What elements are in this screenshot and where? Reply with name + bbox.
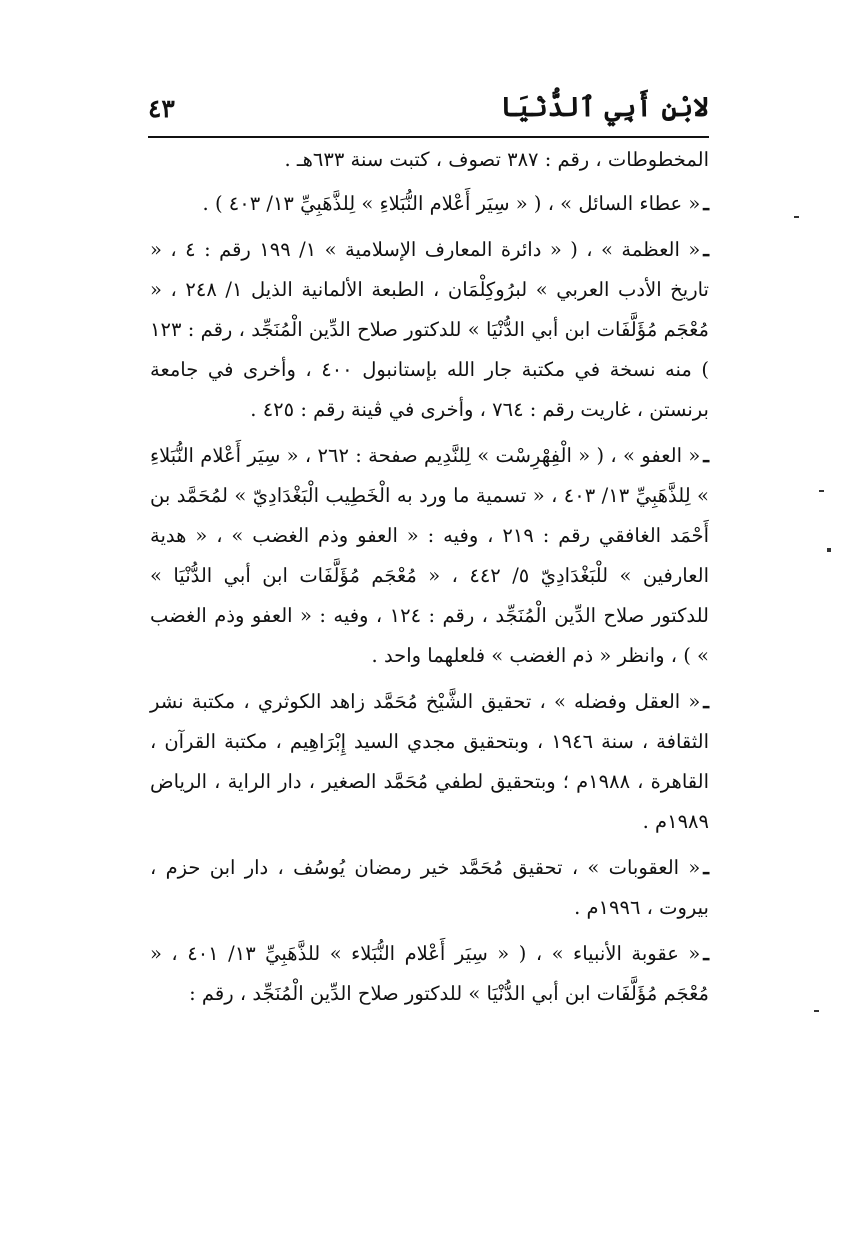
entry-text: « عقوبة الأنبياء » ، ( « سِيَر أَعْلام النُّبَلاء » للذَّهَبِيِّ ١٣/ ٤٠١ ، « مُعْجَم مُؤَلَّفَات ابن أبي الدُّنْيَا » للدكتور صلاح الدِّين الْمُنَجِّد ، رقم : (150, 942, 709, 1005)
entry-text: « العظمة » ، ( « دائرة المعارف الإسلامية » ١/ ١٩٩ رقم : ٤ ، « تاريخ الأدب العربي » لبرُوكِلْمَان ، الطبعة الألمانية الذيل ١/ ٢٤٨ ، « مُعْجَم مُؤَلَّفَات ابن أبي الدُّنْيَا » للدكتور صلاح الدِّين الْمُنَجِّد ، رقم : ١٢٣ ) منه نسخة في مكتبة جار الله بإستانبول ٤٠٠ ، وأخرى في جامعة برنستن ، غاريت رقم : ٧٦٤ ، وأخرى في ڤينة رقم : ٤٢٥ . (150, 238, 709, 421)
bibliography-entry (150, 436, 709, 676)
entry-text: المخطوطات ، رقم : ٣٨٧ تصوف ، كتبت سنة ٦٣٣هـ . (284, 148, 709, 171)
entry-text: « العقل وفضله » ، تحقيق الشَّيْخ مُحَمَّد زاهد الكوثري ، مكتبة نشر الثقافة ، سنة ١٩٤٦ ، وبتحقيق مجدي السيد إِبْرَاهِيم ، مكتبة القرآن ، القاهرة ، ١٩٨٨م ؛ وبتحقيق لطفي مُحَمَّد الصغير ، دار الراية ، الرياض ١٩٨٩م . (150, 690, 709, 833)
bibliography-entry (150, 184, 709, 224)
bibliography-entry (150, 934, 709, 1014)
entry-dash: ـ (703, 690, 709, 713)
entry-dash: ـ (703, 444, 709, 467)
entry-dash: ـ (703, 238, 709, 261)
entry-dash: ـ (703, 942, 709, 965)
continuation-paragraph (150, 140, 709, 180)
running-header (148, 84, 709, 134)
scan-mark (819, 490, 824, 492)
body-text (150, 140, 709, 1020)
scan-mark (794, 216, 799, 218)
running-title: لابْنِ أَبِي ٱلدُّنْيَا (500, 92, 709, 123)
bibliography-entry (150, 848, 709, 928)
bibliography-entry (150, 682, 709, 842)
entry-text: « العقوبات » ، تحقيق مُحَمَّد خير رمضان يُوسُف ، دار ابن حزم ، بيروت ، ١٩٩٦م . (150, 856, 709, 919)
bibliography-entry (150, 230, 709, 430)
scan-mark (827, 548, 831, 552)
entry-text: « العفو » ، ( « الْفِهْرِسْت » لِلنَّدِيم صفحة : ٢٦٢ ، « سِيَر أَعْلام النُّبَلاءِ » لِلذَّهَبِيِّ ١٣/ ٤٠٣ ، « تسمية ما ورد به الْخَطِيب الْبَغْدَادِيّ » لمُحَمَّد بن أَحْمَد الغافقي رقم : ٢١٩ ، وفيه : « العفو وذم الغضب » ، « هدية العارفين » للْبَغْدَادِيّ ٥/ ٤٤٢ ، « مُعْجَم مُؤَلَّفَات ابن أبي الدُّنْيَا » للدكتور صلاح الدِّين الْمُنَجِّد ، رقم : ١٢٤ ، وفيه : « العفو وذم الغضب » ) ، وانظر « ذم الغضب » فلعلهما واحد . (150, 444, 710, 667)
entry-text: « عطاء السائل » ، ( « سِيَر أَعْلام النُّبَلاءِ » لِلذَّهَبِيِّ ١٣/ ٤٠٣ ) . (202, 192, 701, 215)
page-number: ٤٣ (148, 94, 175, 123)
header-rule (148, 136, 709, 138)
scan-mark (814, 1010, 819, 1012)
entry-dash: ـ (703, 856, 709, 879)
entry-dash: ـ (703, 192, 709, 215)
